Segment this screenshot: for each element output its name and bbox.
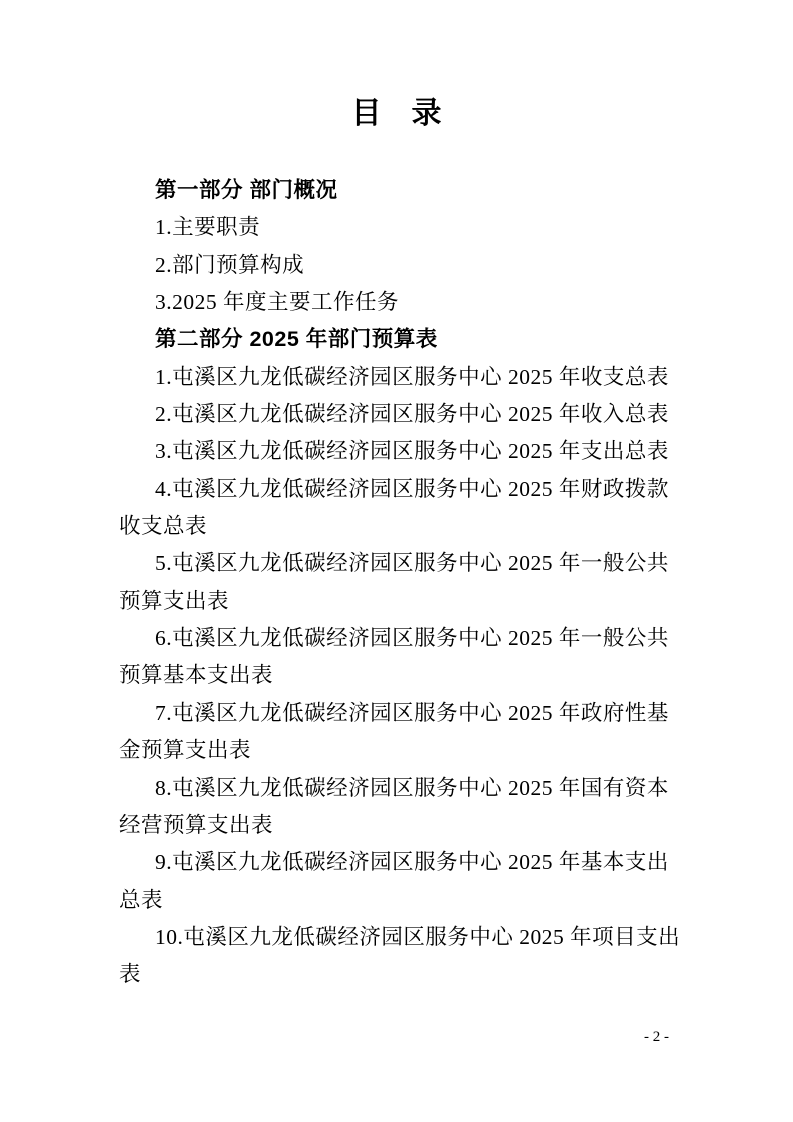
toc-item: 1.主要职责: [155, 215, 261, 240]
toc-item: 3.屯溪区九龙低碳经济园区服务中心 2025 年支出总表: [155, 439, 669, 464]
toc-item: 10.屯溪区九龙低碳经济园区服务中心 2025 年项目支出 表: [119, 924, 681, 987]
toc-item: 4.屯溪区九龙低碳经济园区服务中心 2025 年财政拨款 收支总表: [119, 476, 669, 539]
toc-heading: 第二部分 2025 年部门预算表: [155, 327, 438, 352]
page-title: 目 录: [351, 97, 442, 130]
toc-item: 2.屯溪区九龙低碳经济园区服务中心 2025 年收入总表: [155, 402, 669, 427]
toc-item: 5.屯溪区九龙低碳经济园区服务中心 2025 年一般公共 预算支出表: [119, 551, 669, 613]
toc-item: 9.屯溪区九龙低碳经济园区服务中心 2025 年基本支出 总表: [119, 850, 669, 912]
toc-item: 2.部门预算构成: [155, 252, 305, 277]
toc-item: 8.屯溪区九龙低碳经济园区服务中心 2025 年国有资本 经营预算支出表: [119, 775, 669, 837]
toc-item: 7.屯溪区九龙低碳经济园区服务中心 2025 年政府性基 金预算支出表: [119, 700, 669, 763]
toc-item: 3.2025 年度主要工作任务: [155, 290, 400, 315]
toc-item: 1.屯溪区九龙低碳经济园区服务中心 2025 年收支总表: [155, 364, 669, 389]
toc-list: [119, 172, 719, 994]
toc-heading: 第一部分 部门概况: [155, 178, 338, 202]
toc-item: 6.屯溪区九龙低碳经济园区服务中心 2025 年一般公共 预算基本支出表: [119, 626, 669, 688]
page-number: - 2 -: [644, 1029, 669, 1045]
